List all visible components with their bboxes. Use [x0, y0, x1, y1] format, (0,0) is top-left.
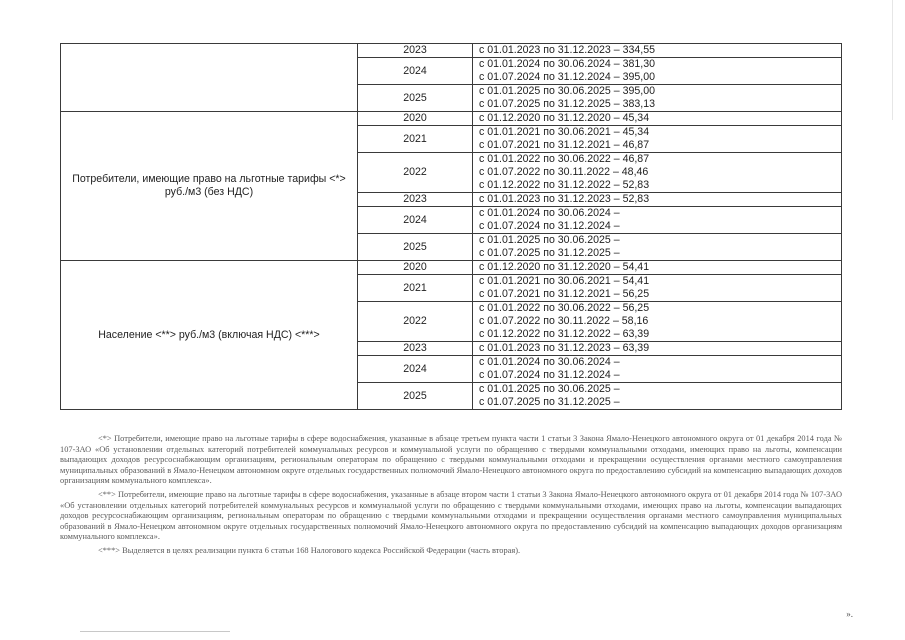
tariff-period: с 01.01.2025 по 30.06.2025 –: [479, 383, 620, 395]
tariff-period: с 01.07.2022 по 30.11.2022 – 58,16: [479, 315, 649, 327]
tariff-period: с 01.01.2023 по 31.12.2023 – 334,55: [479, 44, 655, 56]
year-cell: 2024: [358, 356, 473, 383]
tariff-table-body: [61, 44, 842, 410]
year-cell: 2021: [358, 275, 473, 302]
year-cell: 2020: [358, 261, 473, 275]
period-cell: [473, 356, 842, 383]
footnote-3: <***> Выделяется в целях реализации пункта 6 статьи 168 Налогового кодекса Российской Федерации (часть вторая).: [98, 545, 521, 555]
period-cell: [473, 302, 842, 342]
tariff-period: с 01.01.2023 по 31.12.2023 – 63,39: [479, 342, 650, 354]
tariff-period: с 01.07.2025 по 31.12.2025 –: [479, 247, 620, 259]
period-cell: [473, 342, 842, 356]
year-cell: 2022: [358, 302, 473, 342]
tariff-table: [60, 43, 842, 410]
period-cell: [473, 261, 842, 275]
period-cell: [473, 234, 842, 261]
period-cell: [473, 207, 842, 234]
year-cell: 2025: [358, 234, 473, 261]
category-label: Потребители, имеющие право на льготные тарифы <*> руб./м3 (без НДС): [61, 112, 358, 261]
footnote-2: <**> Потребители, имеющие право на льготные тарифы в сфере водоснабжения, указанные в абзаце втором части 1 статьи 3 Закона Ямало-Ненецкого автономного округа от 01 декабря 2014 года № 107-ЗАО «Об установлении отдельных категорий потребителей коммунальных ресурсов и коммунальной услуги по обращению с твердыми коммунальными отходами, имеющих право на льготы, компенсации выпадающих доходов ресурсоснабжающим организациям, региональным операторам по обращению с твердыми коммунальными отходами и прекращении осуществления органами местного самоуправления муниципальных образований в Ямало-Ненецком автономном округе отдельных государственных полномочий Ямало-Ненецкого автономного округа по предоставлению субсидий на компенсацию выпадающих доходов организациям коммунального комплекса».: [60, 489, 842, 542]
tariff-period: с 01.07.2021 по 31.12.2021 – 56,25: [479, 288, 650, 300]
period-cell: [473, 112, 842, 126]
tariff-period: с 01.01.2024 по 30.06.2024 –: [479, 207, 620, 219]
table-row: [61, 112, 842, 126]
year-cell: 2024: [358, 58, 473, 85]
table-row: [61, 44, 842, 58]
footnote-1: <*> Потребители, имеющие право на льготные тарифы в сфере водоснабжения, указанные в абзаце третьем пункта части 1 статьи 3 Закона Ямало-Ненецкого автономного округа от 01 декабря 2014 года № 107-ЗАО «Об установлении отдельных категорий потребителей коммунальных ресурсов и коммунальной услуги по обращению с твердыми коммунальными отходами, имеющих право на льготы, компенсации выпадающих доходов ресурсоснабжающим организациям, региональным операторам по обращению с твердыми коммунальными отходами и прекращении осуществления органами местного самоуправления муниципальных образований в Ямало-Ненецком автономном округе отдельных государственных полномочий Ямало-Ненецкого автономного округа по предоставлению субсидий на компенсацию выпадающих доходов организациям коммунального комплекса».: [60, 434, 842, 486]
year-cell: 2023: [358, 44, 473, 58]
period-cell: [473, 383, 842, 410]
tariff-period: с 01.01.2021 по 30.06.2021 – 54,41: [479, 275, 650, 287]
closing-quote-mark: ».: [846, 609, 853, 619]
category-label: Население <**> руб./м3 (включая НДС) <***>: [61, 261, 358, 410]
tariff-period: с 01.01.2021 по 30.06.2021 – 45,34: [479, 126, 650, 138]
year-cell: 2020: [358, 112, 473, 126]
tariff-period: с 01.07.2022 по 30.11.2022 – 48,46: [479, 166, 649, 178]
period-cell: [473, 275, 842, 302]
period-cell: [473, 126, 842, 153]
tariff-period: с 01.12.2022 по 31.12.2022 – 63,39: [479, 328, 650, 340]
period-cell: [473, 44, 842, 58]
year-cell: 2024: [358, 207, 473, 234]
tariff-period: с 01.12.2022 по 31.12.2022 – 52,83: [479, 179, 650, 191]
tariff-period: с 01.01.2024 по 30.06.2024 –: [479, 356, 620, 368]
period-cell: [473, 85, 842, 112]
category-label: [61, 44, 358, 112]
year-cell: 2025: [358, 383, 473, 410]
tariff-period: с 01.01.2022 по 30.06.2022 – 56,25: [479, 302, 650, 314]
tariff-period: с 01.07.2025 по 31.12.2025 –: [479, 396, 620, 408]
tariff-period: с 01.01.2024 по 30.06.2024 – 381,30: [479, 58, 655, 70]
period-cell: [473, 153, 842, 193]
footnotes: [60, 434, 842, 560]
tariff-period: с 01.01.2025 по 30.06.2025 – 395,00: [479, 85, 655, 97]
tariff-period: с 01.12.2020 по 31.12.2020 – 45,34: [479, 112, 650, 124]
tariff-period: с 01.07.2024 по 31.12.2024 –: [479, 220, 620, 232]
period-cell: [473, 193, 842, 207]
year-cell: 2022: [358, 153, 473, 193]
tariff-period: с 01.07.2025 по 31.12.2025 – 383,13: [479, 98, 655, 110]
table-row: [61, 261, 842, 275]
footer-rule: [80, 631, 230, 632]
year-cell: 2023: [358, 342, 473, 356]
year-cell: 2021: [358, 126, 473, 153]
year-cell: 2025: [358, 85, 473, 112]
tariff-period: с 01.01.2022 по 30.06.2022 – 46,87: [479, 153, 650, 165]
period-cell: [473, 58, 842, 85]
tariff-period: с 01.07.2024 по 31.12.2024 –: [479, 369, 620, 381]
tariff-period: с 01.07.2024 по 31.12.2024 – 395,00: [479, 71, 655, 83]
tariff-period: с 01.01.2025 по 30.06.2025 –: [479, 234, 620, 246]
tariff-period: с 01.12.2020 по 31.12.2020 – 54,41: [479, 261, 650, 273]
tariff-period: с 01.07.2021 по 31.12.2021 – 46,87: [479, 139, 650, 151]
scan-edge-line: [892, 0, 893, 120]
year-cell: 2023: [358, 193, 473, 207]
tariff-period: с 01.01.2023 по 31.12.2023 – 52,83: [479, 193, 650, 205]
